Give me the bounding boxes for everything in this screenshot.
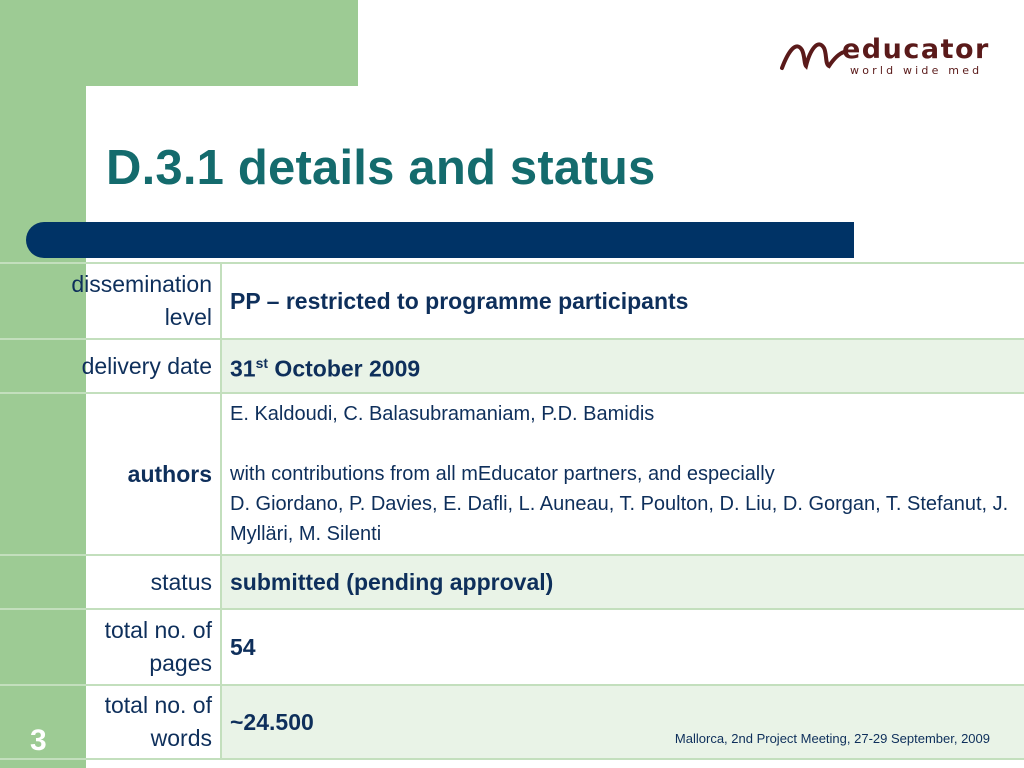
- label-line: words: [150, 725, 212, 751]
- table-row: [0, 263, 1024, 339]
- label-line: pages: [149, 650, 212, 676]
- slide-number: 3: [30, 724, 47, 757]
- details-table: [0, 262, 1024, 760]
- row-value: [221, 393, 1024, 555]
- logo-wordmark: educator: [842, 34, 990, 65]
- row-value: [221, 339, 1024, 393]
- row-value: 54: [221, 609, 1024, 685]
- table-row: [0, 555, 1024, 609]
- authors-contrib-intro: with contributions from all mEducator partners, and especially: [230, 463, 775, 485]
- date-day: 31: [230, 355, 256, 382]
- slide-title: D.3.1 details and status: [106, 141, 656, 195]
- table-row: [0, 609, 1024, 685]
- logo-tagline: world wide med: [850, 64, 983, 77]
- date-ordinal: st: [255, 355, 269, 372]
- authors-spacer: [230, 429, 1016, 459]
- row-value: submitted (pending approval): [221, 555, 1024, 609]
- label-line: total no. of: [104, 692, 212, 718]
- table-row: [0, 685, 1024, 759]
- row-label: [0, 609, 221, 685]
- authors-contrib-list: D. Giordano, P. Davies, E. Dafli, L. Auneau, T. Poulton, D. Liu, D. Gorgan, T. Stefanut, J. Mylläri, M. Silenti: [230, 493, 1009, 545]
- logo-m-swoosh: [782, 44, 844, 68]
- label-line: total no. of: [104, 617, 212, 643]
- authors-main: E. Kaldoudi, C. Balasubramaniam, P.D. Bamidis: [230, 403, 655, 425]
- row-value: PP – restricted to programme participants: [221, 263, 1024, 339]
- authors-block: [230, 399, 1016, 549]
- title-divider-bar: [26, 222, 854, 258]
- row-label: delivery date: [0, 339, 221, 393]
- label-line: dissemination: [71, 271, 212, 297]
- row-value: ~24.500: [221, 685, 1024, 759]
- row-label: authors: [0, 393, 221, 555]
- table-row: [0, 339, 1024, 393]
- top-decor-band: [0, 0, 358, 86]
- row-label: [0, 263, 221, 339]
- footer-text: Mallorca, 2nd Project Meeting, 27-29 September, 2009: [674, 731, 990, 746]
- table-row: [0, 393, 1024, 555]
- row-label: status: [0, 555, 221, 609]
- label-line: level: [164, 304, 212, 330]
- date-rest: October 2009: [268, 355, 421, 382]
- meducator-logo: [778, 28, 1004, 80]
